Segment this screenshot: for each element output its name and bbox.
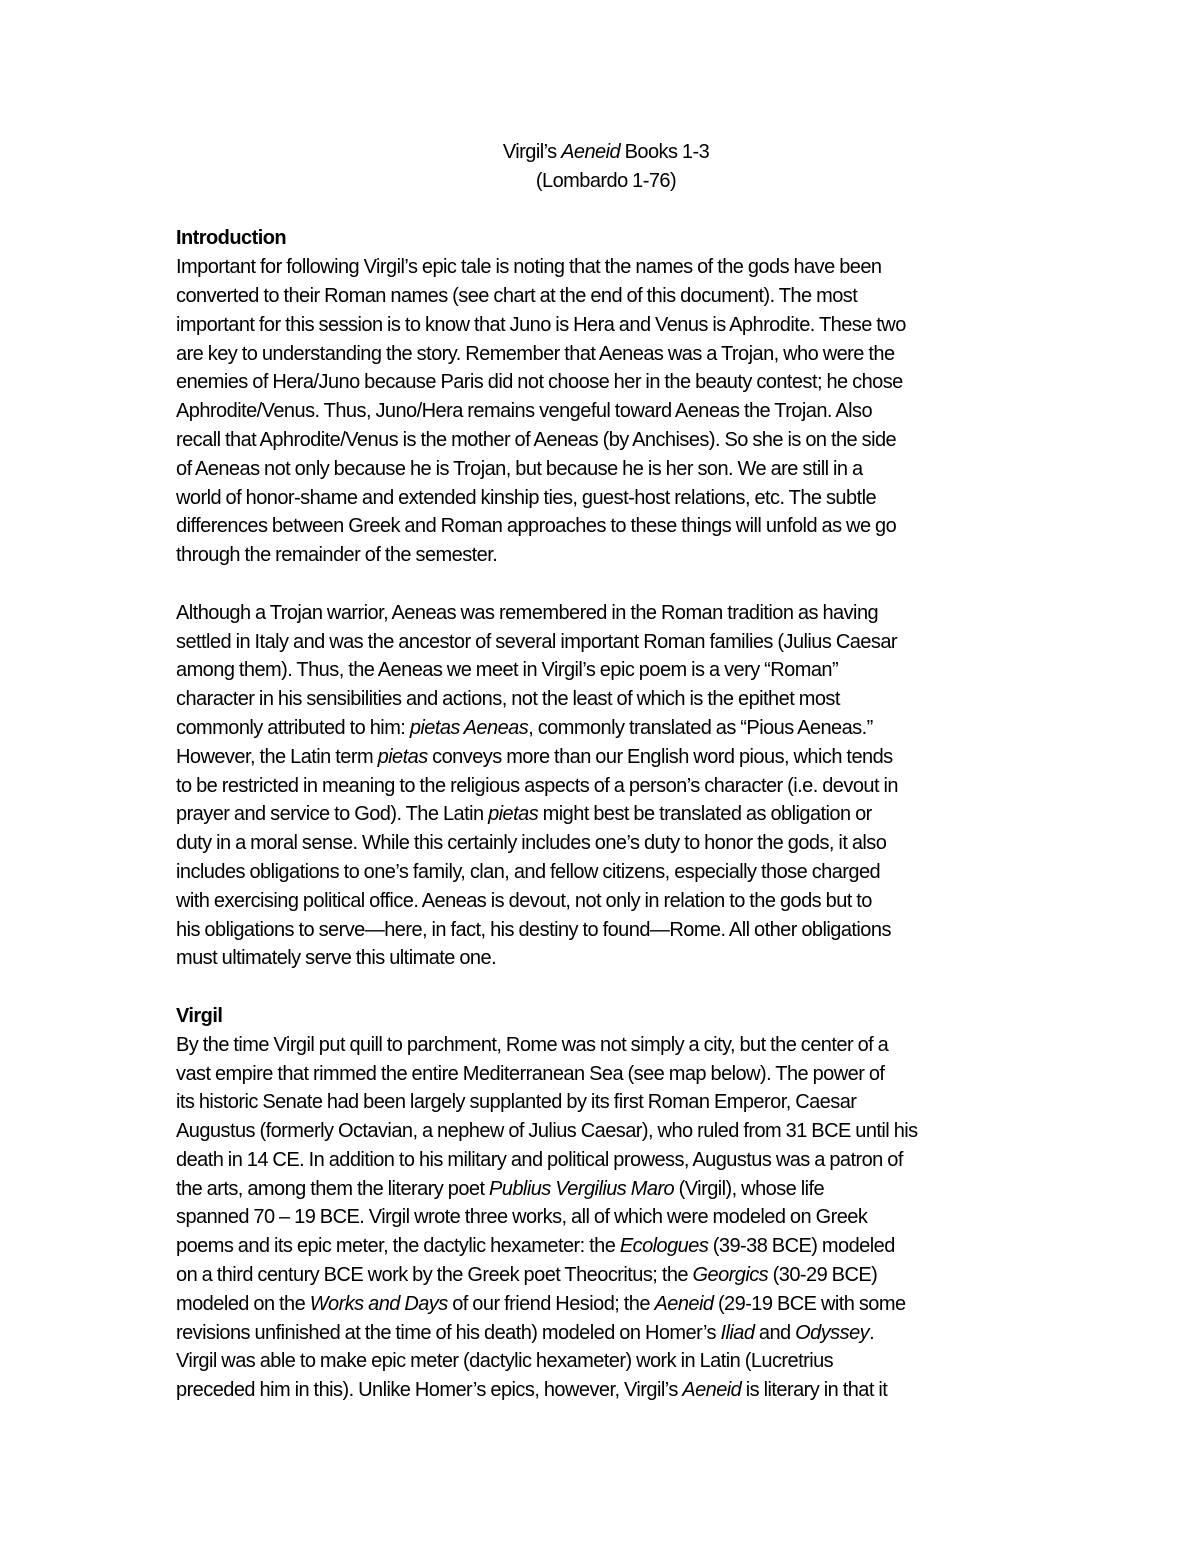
paragraph-line: among them). Thus, the Aeneas we meet in Virgil’s epic poem is a very “Roman”	[176, 659, 839, 682]
paragraph-line: Augustus (formerly Octavian, a nephew of Julius Caesar), who ruled from 31 BCE until his	[176, 1120, 918, 1143]
virgil-section	[176, 1002, 1036, 1405]
paragraph-line: revisions unfinished at the time of his death) modeled on Homer’s Iliad and Odyssey.	[176, 1321, 875, 1344]
paragraph-line: through the remainder of the semester.	[176, 544, 498, 567]
virgil-heading: Virgil	[176, 1004, 223, 1027]
paragraph-line: commonly attributed to him: pietas Aeneas, commonly translated as “Pious Aeneas.”	[176, 716, 873, 739]
paragraph-line: with exercising political office. Aeneas is devout, not only in relation to the gods but to	[176, 889, 872, 912]
paragraph-line: are key to understanding the story. Remember that Aeneas was a Trojan, who were the	[176, 342, 895, 365]
introduction-heading: Introduction	[176, 227, 287, 250]
paragraph-line: settled in Italy and was the ancestor of several important Roman families (Julius Caesar	[176, 630, 898, 653]
paragraph-line: duty in a moral sense. While this certainly includes one’s duty to honor the gods, it also	[176, 832, 887, 855]
paragraph-line: the arts, among them the literary poet Publius Vergilius Maro (Virgil), whose life	[176, 1177, 825, 1200]
paragraph-line: prayer and service to God). The Latin pietas might best be translated as obligation or	[176, 803, 872, 826]
paragraph-line: converted to their Roman names (see chart at the end of this document). The most	[176, 284, 858, 307]
pietas-paragraph	[176, 599, 1036, 973]
paragraph-line: However, the Latin term pietas conveys more than our English word pious, which tends	[176, 745, 893, 768]
paragraph-line: to be restricted in meaning to the religious aspects of a person’s character (i.e. devout in	[176, 774, 898, 797]
paragraph-line: vast empire that rimmed the entire Mediterranean Sea (see map below). The power of	[176, 1062, 885, 1085]
paragraph-line: includes obligations to one’s family, clan, and fellow citizens, especially those charged	[176, 860, 881, 883]
paragraph-line: preceded him in this). Unlike Homer’s epics, however, Virgil’s Aeneid is literary in that it	[176, 1379, 888, 1402]
title-line-2: (Lombardo 1-76)	[535, 169, 677, 192]
document-page	[176, 138, 1036, 1405]
paragraph-line: world of honor-shame and extended kinship ties, guest-host relations, etc. The subtle	[176, 486, 877, 509]
paragraph-gap	[176, 570, 1036, 599]
paragraph-line: Although a Trojan warrior, Aeneas was remembered in the Roman tradition as having	[176, 601, 879, 624]
paragraph-line: enemies of Hera/Juno because Paris did not choose her in the beauty contest; he chose	[176, 371, 903, 394]
paragraph-line: Virgil was able to make epic meter (dactylic hexameter) work in Latin (Lucretrius	[176, 1350, 834, 1373]
introduction-section	[176, 224, 1036, 570]
paragraph-line: poems and its epic meter, the dactylic hexameter: the Ecologues (39-38 BCE) modeled	[176, 1235, 895, 1258]
paragraph-line: death in 14 CE. In addition to his military and political prowess, Augustus was a patron of	[176, 1148, 903, 1171]
paragraph-line: important for this session is to know that Juno is Hera and Venus is Aphrodite. These two	[176, 313, 906, 336]
title-line-1: Virgil’s Aeneid Books 1-3	[502, 141, 710, 163]
paragraph-line: character in his sensibilities and actions, not the least of which is the epithet most	[176, 688, 840, 711]
paragraph-line: on a third century BCE work by the Greek poet Theocritus; the Georgics (30-29 BCE)	[176, 1264, 878, 1287]
paragraph-line: Aphrodite/Venus. Thus, Juno/Hera remains vengeful toward Aeneas the Trojan. Also	[176, 400, 873, 423]
paragraph-line: his obligations to serve—here, in fact, his destiny to found—Rome. All other obligations	[176, 918, 891, 941]
paragraph-gap	[176, 973, 1036, 1002]
paragraph-line: spanned 70 – 19 BCE. Virgil wrote three works, all of which were modeled on Greek	[176, 1206, 868, 1229]
document-title	[176, 138, 1036, 196]
paragraph-line: By the time Virgil put quill to parchment, Rome was not simply a city, but the center of a	[176, 1033, 889, 1056]
paragraph-line: its historic Senate had been largely supplanted by its first Roman Emperor, Caesar	[176, 1091, 857, 1114]
paragraph-line: Important for following Virgil’s epic tale is noting that the names of the gods have been	[176, 256, 882, 279]
paragraph-line: differences between Greek and Roman approaches to these things will unfold as we go	[176, 515, 897, 538]
paragraph-line: must ultimately serve this ultimate one.	[176, 947, 497, 970]
paragraph-line: recall that Aphrodite/Venus is the mother of Aeneas (by Anchises). So she is on the side	[176, 428, 897, 451]
paragraph-line: of Aeneas not only because he is Trojan, but because he is her son. We are still in a	[176, 457, 863, 480]
paragraph-line: modeled on the Works and Days of our friend Hesiod; the Aeneid (29-19 BCE with some	[176, 1292, 906, 1315]
